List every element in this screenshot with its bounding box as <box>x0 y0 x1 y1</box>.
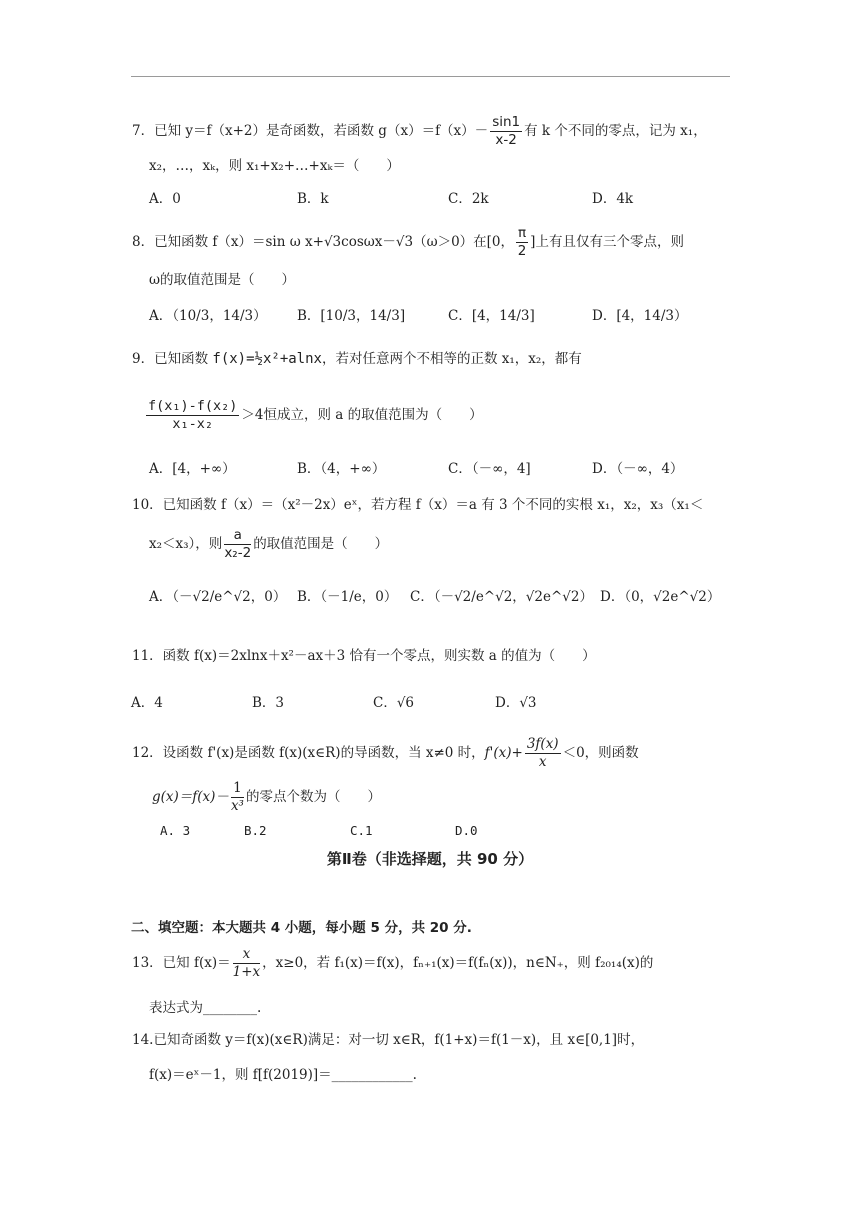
q12-text-b: f'(x)+ <box>484 745 523 761</box>
q9-frac-den: x₁-x₂ <box>172 416 214 432</box>
q9-function: f(x)=½x²+alnx <box>212 351 322 367</box>
q7-frac-den: x-2 <box>495 132 517 148</box>
q8-option-a: A．（10/3，14/3） <box>149 308 267 324</box>
q10-fraction <box>224 527 251 562</box>
q9-frac-num: f(x₁)-f(x₂) <box>148 398 238 414</box>
q10-option-a: A．（－√2/e^√2，0） <box>149 589 287 605</box>
q12-line1 <box>132 736 639 771</box>
q7-fraction <box>490 114 522 149</box>
q8-line1 <box>132 225 684 260</box>
q12-frac-num: 3f(x) <box>526 736 559 752</box>
q12-frac2-num: 1 <box>231 780 244 798</box>
q13-frac-den: 1+x <box>232 964 261 980</box>
q9-text-b: ，若对任意两个不相等的正数 x₁，x₂，都有 <box>321 351 582 367</box>
header-rule <box>131 76 730 77</box>
q9-option-b: B．（4，+∞） <box>297 461 386 477</box>
q13-line2: 表达式为________. <box>149 1000 262 1016</box>
q10-frac-den: x₂-2 <box>224 545 252 561</box>
q9-text-a: 9．已知函数 <box>132 351 209 367</box>
q10-option-c: C．（－√2/e^√2，√2e^√2） <box>410 589 593 605</box>
q10-line2 <box>149 527 388 562</box>
q9-option-d: D．（－∞，4） <box>592 461 684 477</box>
q7-option-b: B．k <box>297 191 329 207</box>
q14-line1: 14.已知奇函数 y＝f(x)(x∈R)满足：对一切 x∈R，f(1+x)＝f(1－x)，且 x∈[0,1]时， <box>132 1032 645 1048</box>
q13-fraction <box>233 946 261 981</box>
q12-line2 <box>152 780 381 815</box>
section-title: 第Ⅱ卷（非选择题，共 90 分） <box>326 850 534 868</box>
q8-option-d: D．[4，14/3） <box>592 308 688 324</box>
q8-option-b: B．[10/3，14/3] <box>297 308 406 324</box>
q9-line2 <box>132 398 483 433</box>
q11-option-b: B．3 <box>252 695 285 711</box>
q8-text-a: 8．已知函数 f（x）＝sin ω x+√3cosωx－√3（ω＞0）在[0， <box>132 234 515 250</box>
q12-fraction-2 <box>231 780 244 815</box>
q10-line1: 10．已知函数 f（x）＝（x²－2x）eˣ，若方程 f（x）＝a 有 3 个不同的实根 x₁，x₂，x₃（x₁＜ <box>132 497 704 513</box>
q10-option-d: D．（0，√2e^√2） <box>600 589 721 605</box>
q12-option-d: D.0 <box>455 823 478 838</box>
q8-text-b: ]上有且仅有三个零点，则 <box>530 234 684 250</box>
q12-frac2-den: x³ <box>230 798 244 814</box>
q8-frac-den: 2 <box>517 243 527 259</box>
q8-frac-num: π <box>518 225 527 241</box>
q7-frac-num: sin1 <box>492 114 521 130</box>
q9-option-c: C．（－∞，4] <box>448 461 531 477</box>
q12-option-a: A. 3 <box>160 823 191 838</box>
q9-fraction <box>146 398 239 433</box>
q11-line1: 11．函数 f(x)＝2xlnx＋x²－ax＋3 恰有一个零点，则实数 a 的值为（ ） <box>132 648 596 664</box>
q12-fraction <box>525 736 561 771</box>
q7-line1 <box>132 114 707 149</box>
q7-text-a: 7．已知 y＝f（x+2）是奇函数，若函数 g（x）＝f（x）－ <box>132 123 489 139</box>
q8-line2: ω的取值范围是（ ） <box>149 272 296 288</box>
q11-option-c: C．√6 <box>373 695 415 711</box>
q12-frac-den: x <box>538 754 547 770</box>
q11-option-d: D．√3 <box>495 695 537 711</box>
q7-option-d: D．4k <box>592 191 634 207</box>
fill-in-header: 二、填空题：本大题共 4 小题，每小题 5 分，共 20 分. <box>131 920 472 936</box>
q9-line1 <box>132 348 582 370</box>
q7-option-a: A．0 <box>149 191 181 207</box>
q13-text-a: 13．已知 f(x)＝ <box>132 955 231 971</box>
q10-frac-num: a <box>224 527 251 545</box>
q7-option-c: C．2k <box>448 191 489 207</box>
q10-text-a: x₂＜x₃），则 <box>149 536 223 552</box>
q10-option-b: B．（－1/e，0） <box>297 589 398 605</box>
q7-line2: x₂，…，xₖ，则 x₁+x₂+…+xₖ＝（ ） <box>149 158 400 174</box>
q10-text-b: 的取值范围是（ ） <box>253 536 389 552</box>
q12-text-c: ＜0，则函数 <box>562 745 639 761</box>
q9-option-a: A．[4，+∞） <box>149 461 236 477</box>
q8-option-c: C．[4，14/3] <box>448 308 535 324</box>
q12-text-e: 的零点个数为（ ） <box>245 789 381 805</box>
q12-text-a: 12．设函数 f'(x)是函数 f(x)(x∈R)的导函数，当 x≠0 时， <box>132 745 485 761</box>
q12-text-d: g(x)＝f(x)－ <box>152 789 229 805</box>
q11-option-a: A．4 <box>131 695 163 711</box>
q12-option-b: B.2 <box>244 823 267 838</box>
q7-text-b: 有 k 个不同的零点，记为 x₁， <box>524 123 707 139</box>
q8-fraction <box>516 225 528 260</box>
q13-frac-num: x <box>233 946 261 964</box>
q9-text-c: ＞4恒成立，则 a 的取值范围为（ ） <box>241 407 483 423</box>
q14-line2: f(x)＝eˣ－1，则 f[f(2019)]＝____________. <box>149 1067 417 1083</box>
q13-text-b: ，x≥0，若 f₁(x)＝f(x)，fₙ₊₁(x)＝f(fₙ(x))，n∈N₊，则 f₂₀₁₄(x)的 <box>262 955 654 971</box>
q13-line1 <box>132 946 653 981</box>
q12-option-c: C.1 <box>350 823 373 838</box>
